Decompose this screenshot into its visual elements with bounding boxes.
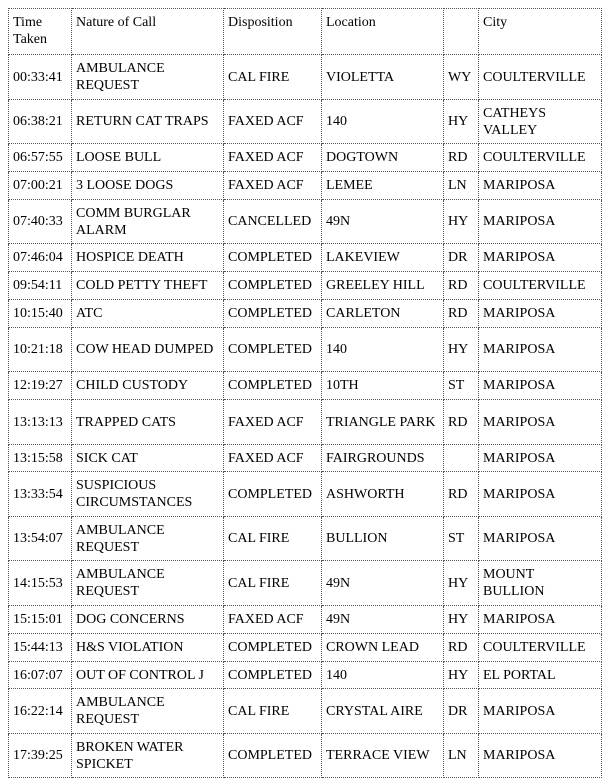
cell-location: BULLION <box>322 517 444 561</box>
cell-time-taken: 12:19:27 <box>8 372 72 400</box>
cell-disposition: COMPLETED <box>224 328 322 372</box>
cell-disposition: FAXED ACF <box>224 100 322 144</box>
cell-street-type: DR <box>444 244 479 272</box>
cell-time-taken: 07:46:04 <box>8 244 72 272</box>
cell-time-taken: 15:44:13 <box>8 634 72 662</box>
cell-disposition: FAXED ACF <box>224 400 322 445</box>
cell-time-taken: 16:07:07 <box>8 662 72 689</box>
cell-location: DOGTOWN <box>322 144 444 172</box>
cell-disposition: COMPLETED <box>224 300 322 328</box>
cell-time-taken: 10:15:40 <box>8 300 72 328</box>
cell-nature-of-call: COLD PETTY THEFT <box>72 272 224 300</box>
cell-city: MARIPOSA <box>479 200 602 244</box>
header-disposition: Disposition <box>224 8 322 55</box>
cell-time-taken: 13:13:13 <box>8 400 72 445</box>
cell-time-taken: 06:38:21 <box>8 100 72 144</box>
cell-location: 49N <box>322 606 444 634</box>
cell-location: 140 <box>322 328 444 372</box>
cell-city: MARIPOSA <box>479 172 602 200</box>
cell-location: 49N <box>322 200 444 244</box>
cell-location: TRIANGLE PARK <box>322 400 444 445</box>
cell-city: EL PORTAL <box>479 662 602 689</box>
call-log-document <box>8 8 602 778</box>
cell-street-type: WY <box>444 55 479 100</box>
cell-city: MARIPOSA <box>479 734 602 778</box>
cell-disposition: FAXED ACF <box>224 445 322 472</box>
cell-street-type: LN <box>444 734 479 778</box>
cell-nature-of-call: SICK CAT <box>72 445 224 472</box>
table-row <box>8 734 602 778</box>
cell-location: FAIRGROUNDS <box>322 445 444 472</box>
cell-disposition: COMPLETED <box>224 662 322 689</box>
cell-location: 49N <box>322 561 444 606</box>
cell-location: GREELEY HILL <box>322 272 444 300</box>
cell-nature-of-call: DOG CONCERNS <box>72 606 224 634</box>
cell-time-taken: 07:40:33 <box>8 200 72 244</box>
table-row <box>8 517 602 561</box>
cell-disposition: CAL FIRE <box>224 55 322 100</box>
cell-time-taken: 17:39:25 <box>8 734 72 778</box>
cell-disposition: COMPLETED <box>224 634 322 662</box>
table-row <box>8 634 602 662</box>
cell-street-type: HY <box>444 200 479 244</box>
cell-nature-of-call: BROKEN WATER SPICKET <box>72 734 224 778</box>
table-row <box>8 200 602 244</box>
cell-disposition: COMPLETED <box>224 472 322 517</box>
table-row <box>8 662 602 689</box>
header-time-taken: Time Taken <box>8 8 72 55</box>
cell-nature-of-call: 3 LOOSE DOGS <box>72 172 224 200</box>
cell-street-type: RD <box>444 400 479 445</box>
cell-time-taken: 14:15:53 <box>8 561 72 606</box>
cell-street-type: HY <box>444 328 479 372</box>
cell-city: COULTERVILLE <box>479 144 602 172</box>
cell-nature-of-call: AMBULANCE REQUEST <box>72 689 224 734</box>
cell-street-type: DR <box>444 689 479 734</box>
cell-city: MARIPOSA <box>479 372 602 400</box>
cell-street-type: RD <box>444 272 479 300</box>
cell-location: TERRACE VIEW <box>322 734 444 778</box>
cell-nature-of-call: COMM BURGLAR ALARM <box>72 200 224 244</box>
cell-nature-of-call: LOOSE BULL <box>72 144 224 172</box>
call-rows <box>8 55 602 778</box>
cell-nature-of-call: COW HEAD DUMPED <box>72 328 224 372</box>
cell-city: MARIPOSA <box>479 328 602 372</box>
cell-disposition: FAXED ACF <box>224 144 322 172</box>
cell-city: MARIPOSA <box>479 689 602 734</box>
cell-city: MOUNT BULLION <box>479 561 602 606</box>
cell-disposition: CAL FIRE <box>224 517 322 561</box>
call-log-table <box>8 8 602 778</box>
cell-street-type: HY <box>444 662 479 689</box>
cell-nature-of-call: ATC <box>72 300 224 328</box>
cell-location: CRYSTAL AIRE <box>322 689 444 734</box>
table-row <box>8 606 602 634</box>
table-row <box>8 300 602 328</box>
cell-time-taken: 13:54:07 <box>8 517 72 561</box>
cell-nature-of-call: AMBULANCE REQUEST <box>72 561 224 606</box>
cell-city: MARIPOSA <box>479 300 602 328</box>
cell-city: MARIPOSA <box>479 244 602 272</box>
cell-time-taken: 00:33:41 <box>8 55 72 100</box>
cell-location: 10TH <box>322 372 444 400</box>
cell-nature-of-call: AMBULANCE REQUEST <box>72 55 224 100</box>
cell-city: COULTERVILLE <box>479 634 602 662</box>
cell-disposition: COMPLETED <box>224 372 322 400</box>
table-row <box>8 244 602 272</box>
cell-location: LAKEVIEW <box>322 244 444 272</box>
cell-city: MARIPOSA <box>479 400 602 445</box>
cell-street-type: HY <box>444 561 479 606</box>
cell-disposition: COMPLETED <box>224 272 322 300</box>
cell-disposition: COMPLETED <box>224 244 322 272</box>
table-row <box>8 472 602 517</box>
cell-city: COULTERVILLE <box>479 272 602 300</box>
cell-nature-of-call: H&S VIOLATION <box>72 634 224 662</box>
cell-nature-of-call: HOSPICE DEATH <box>72 244 224 272</box>
table-row <box>8 55 602 100</box>
table-row <box>8 689 602 734</box>
header-row <box>8 8 602 55</box>
cell-time-taken: 09:54:11 <box>8 272 72 300</box>
cell-disposition: FAXED ACF <box>224 172 322 200</box>
cell-street-type: ST <box>444 372 479 400</box>
cell-nature-of-call: RETURN CAT TRAPS <box>72 100 224 144</box>
cell-time-taken: 06:57:55 <box>8 144 72 172</box>
cell-city: MARIPOSA <box>479 517 602 561</box>
header-city: City <box>479 8 602 55</box>
cell-location: 140 <box>322 100 444 144</box>
cell-location: LEMEE <box>322 172 444 200</box>
header-street-type <box>444 8 479 55</box>
cell-street-type: RD <box>444 634 479 662</box>
cell-time-taken: 16:22:14 <box>8 689 72 734</box>
table-row <box>8 328 602 372</box>
header-location: Location <box>322 8 444 55</box>
cell-time-taken: 13:33:54 <box>8 472 72 517</box>
cell-street-type: HY <box>444 606 479 634</box>
cell-location: VIOLETTA <box>322 55 444 100</box>
table-row <box>8 272 602 300</box>
cell-city: COULTERVILLE <box>479 55 602 100</box>
cell-location: CROWN LEAD <box>322 634 444 662</box>
cell-nature-of-call: OUT OF CONTROL J <box>72 662 224 689</box>
cell-disposition: CAL FIRE <box>224 561 322 606</box>
cell-time-taken: 15:15:01 <box>8 606 72 634</box>
cell-disposition: COMPLETED <box>224 734 322 778</box>
cell-street-type: HY <box>444 100 479 144</box>
cell-city: MARIPOSA <box>479 445 602 472</box>
cell-city: MARIPOSA <box>479 472 602 517</box>
table-row <box>8 172 602 200</box>
cell-time-taken: 13:15:58 <box>8 445 72 472</box>
cell-nature-of-call: SUSPICIOUS CIRCUMSTANCES <box>72 472 224 517</box>
cell-city: CATHEYS VALLEY <box>479 100 602 144</box>
table-row <box>8 561 602 606</box>
cell-nature-of-call: CHILD CUSTODY <box>72 372 224 400</box>
table-row <box>8 100 602 144</box>
cell-time-taken: 07:00:21 <box>8 172 72 200</box>
cell-disposition: CANCELLED <box>224 200 322 244</box>
header-nature-of-call: Nature of Call <box>72 8 224 55</box>
cell-location: ASHWORTH <box>322 472 444 517</box>
cell-disposition: CAL FIRE <box>224 689 322 734</box>
table-row <box>8 445 602 472</box>
cell-city: MARIPOSA <box>479 606 602 634</box>
cell-location: CARLETON <box>322 300 444 328</box>
cell-street-type: RD <box>444 472 479 517</box>
cell-disposition: FAXED ACF <box>224 606 322 634</box>
cell-time-taken: 10:21:18 <box>8 328 72 372</box>
cell-nature-of-call: TRAPPED CATS <box>72 400 224 445</box>
cell-street-type: LN <box>444 172 479 200</box>
cell-street-type: ST <box>444 517 479 561</box>
cell-location: 140 <box>322 662 444 689</box>
table-row <box>8 372 602 400</box>
cell-street-type: RD <box>444 300 479 328</box>
cell-street-type: RD <box>444 144 479 172</box>
table-row <box>8 144 602 172</box>
cell-nature-of-call: AMBULANCE REQUEST <box>72 517 224 561</box>
table-row <box>8 400 602 445</box>
cell-street-type <box>444 445 479 472</box>
